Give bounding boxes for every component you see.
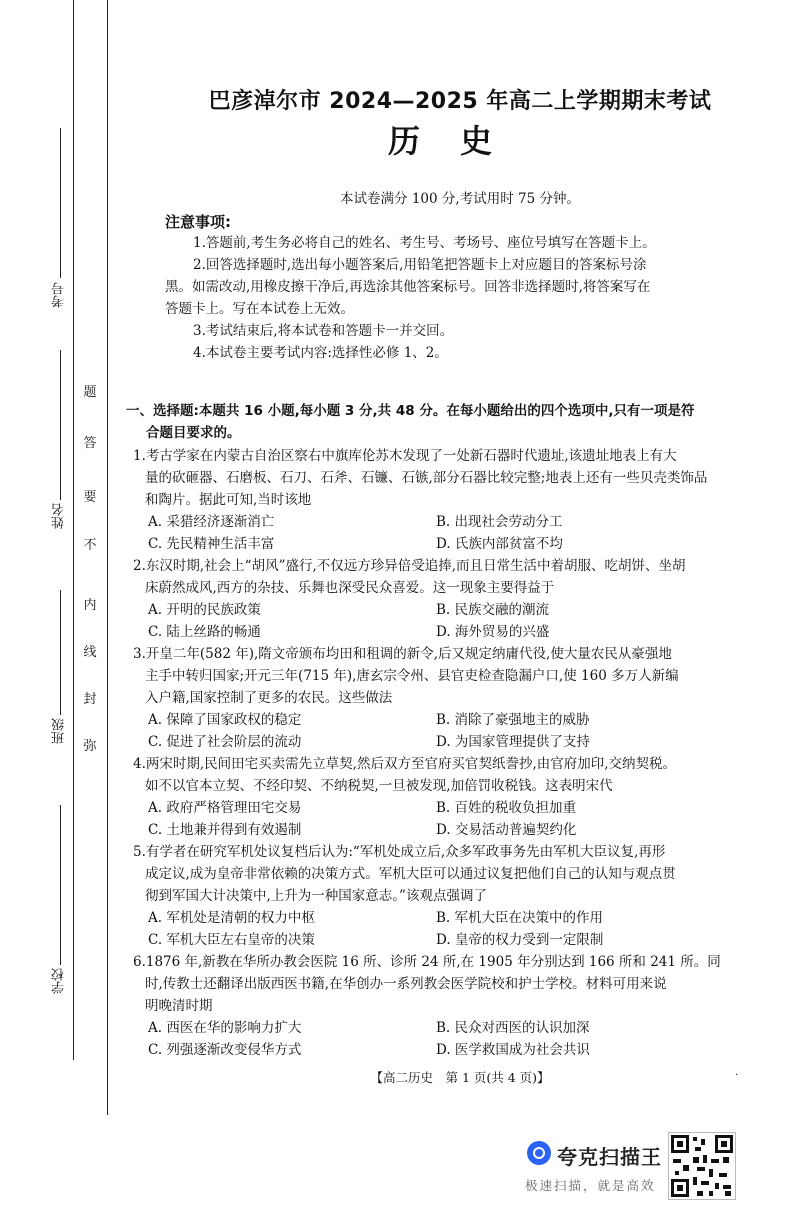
question-line: 4.两宋时期,民间田宅买卖需先立草契,然后双方至官府买官契纸誊抄,由官府加印,交纳契税。 bbox=[133, 756, 677, 772]
question-line: 床蔚然成风,西方的杂技、乐舞也深受民众喜爱。这一现象主要得益于 bbox=[145, 580, 555, 596]
notice-item: 1.答题前,考生务必将自己的姓名、考生号、考场号、座位号填写在答题卡上。 bbox=[193, 235, 656, 251]
question-line: 3.开皇二年(582 年),隋文帝颁布均田和租调的新令,后又规定纳庸代役,使大量农民从豪强地 bbox=[133, 646, 672, 662]
notice-item: 2.回答选择题时,选出每小题答案后,用铅笔把答题卡上对应题目的答案标号涂 bbox=[193, 257, 647, 273]
section-heading-line: 一、选择题:本题共 16 小题,每小题 3 分,共 48 分。在每小题给出的四个选项中,只有一项是符 bbox=[126, 403, 695, 419]
option-d[interactable]: D. 氏族内部贫富不均 bbox=[436, 536, 563, 552]
question-line: 成定议,成为皇帝非常依赖的决策方式。军机大臣可以通过议复把他们自己的认知与观点贯 bbox=[145, 866, 676, 882]
option-b[interactable]: B. 百姓的税收负担加重 bbox=[436, 800, 577, 816]
notice-item: 4.本试卷主要考试内容:选择性必修 1、2。 bbox=[193, 345, 448, 361]
class-blank[interactable] bbox=[60, 590, 61, 715]
question-line: 明晚清时期 bbox=[145, 998, 213, 1014]
qr-code-graphic bbox=[669, 1133, 735, 1199]
warning-char: 封 bbox=[83, 692, 97, 707]
question-3-options bbox=[148, 709, 778, 753]
question-4 bbox=[133, 753, 778, 797]
option-a[interactable]: A. 军机处是清朝的权力中枢 bbox=[148, 910, 315, 926]
question-2-options bbox=[148, 599, 778, 643]
warning-char: 要 bbox=[83, 490, 97, 505]
option-d[interactable]: D. 为国家管理提供了支持 bbox=[436, 734, 590, 750]
question-line: 5.有学者在研究军机处议复档后认为:“军机处成立后,众多军政事务先由军机大臣议复,再形 bbox=[133, 844, 666, 860]
question-line: 时,传教士还翻译出版西医书籍,在华创办一系列教会医学院校和护士学校。材料可用来说 bbox=[145, 976, 667, 992]
notice-item: 3.考试结束后,将本试卷和答题卡一并交回。 bbox=[193, 323, 454, 339]
exam-no-label: 考号 bbox=[52, 282, 67, 308]
question-line: 如不以官本立契、不经印契、不纳税契,一旦被发现,加倍罚收税钱。这表明宋代 bbox=[145, 778, 613, 794]
question-5 bbox=[133, 841, 778, 907]
question-6-options bbox=[148, 1017, 778, 1061]
subject-title: 历史 bbox=[387, 122, 532, 160]
exam-info: 本试卷满分 100 分,考试用时 75 分钟。 bbox=[340, 191, 580, 207]
quark-logo-icon bbox=[527, 1141, 551, 1165]
question-4-options bbox=[148, 797, 778, 841]
question-1 bbox=[133, 445, 778, 511]
warning-char: 内 bbox=[83, 598, 97, 613]
question-2 bbox=[133, 555, 778, 599]
option-b[interactable]: B. 民众对西医的认识加深 bbox=[436, 1020, 590, 1036]
option-c[interactable]: C. 陆上丝路的畅通 bbox=[148, 624, 261, 640]
option-b[interactable]: B. 民族交融的潮流 bbox=[436, 602, 550, 618]
section-heading-line: 合题目要求的。 bbox=[146, 425, 241, 441]
question-line: 1.考古学家在内蒙古自治区察右中旗库伦苏木发现了一处新石器时代遗址,该遗址地表上有大 bbox=[133, 448, 677, 464]
notice-title: 注意事项: bbox=[165, 213, 231, 231]
question-line: 彻到军国大计决策中,上升为一种国家意志。”该观点强调了 bbox=[145, 888, 487, 904]
question-line: 入户籍,国家控制了更多的农民。这些做法 bbox=[145, 690, 393, 706]
option-b[interactable]: B. 消除了豪强地主的威胁 bbox=[436, 712, 590, 728]
option-a[interactable]: A. 开明的民族政策 bbox=[148, 602, 261, 618]
option-d[interactable]: D. 皇帝的权力受到一定限制 bbox=[436, 932, 604, 948]
question-line: 主手中转归国家;开元三年(715 年),唐玄宗令州、县官吏检查隐漏户口,使 160 多万人新编 bbox=[145, 668, 679, 684]
option-d[interactable]: D. 交易活动普遍契约化 bbox=[436, 822, 577, 838]
watermark-slogan: 极速扫描，就是高效 bbox=[525, 1178, 656, 1193]
option-c[interactable]: C. 军机大臣左右皇帝的决策 bbox=[148, 932, 315, 948]
warning-char: 线 bbox=[83, 645, 97, 660]
footer-dot: · bbox=[735, 1070, 739, 1081]
option-a[interactable]: A. 保障了国家政权的稳定 bbox=[148, 712, 302, 728]
option-c[interactable]: C. 促进了社会阶层的流动 bbox=[148, 734, 302, 750]
warning-char: 不 bbox=[83, 538, 97, 553]
option-b[interactable]: B. 出现社会劳动分工 bbox=[436, 514, 563, 530]
option-a[interactable]: A. 政府严格管理田宅交易 bbox=[148, 800, 302, 816]
qr-code-icon bbox=[668, 1132, 736, 1200]
warning-char: 题 bbox=[83, 385, 97, 400]
warning-char: 答 bbox=[83, 436, 97, 451]
question-line: 和陶片。据此可知,当时该地 bbox=[145, 492, 312, 508]
question-line: 量的砍砸器、石磨板、石刀、石斧、石镰、石镞,部分石器比较完整;地表上还有一些贝壳类饰品 bbox=[145, 470, 708, 486]
school-blank[interactable] bbox=[60, 805, 61, 965]
warning-char: 弥 bbox=[83, 739, 97, 754]
binding-line-outer bbox=[73, 0, 74, 1060]
question-1-options bbox=[148, 511, 778, 555]
section-heading bbox=[126, 400, 774, 444]
question-5-options bbox=[148, 907, 778, 951]
page-footer: 【高二历史 第 1 页(共 4 页)】 bbox=[370, 1070, 550, 1085]
option-d[interactable]: D. 海外贸易的兴盛 bbox=[436, 624, 550, 640]
question-line: 6.1876 年,新教在华所办教会医院 16 所、诊所 24 所,在 1905 年分别达到 166 所和 241 所。同 bbox=[133, 954, 721, 970]
question-3 bbox=[133, 643, 778, 709]
class-label: 班级 bbox=[52, 718, 67, 744]
notice-item: 答题卡上。写在本试卷上无效。 bbox=[165, 301, 354, 317]
option-c[interactable]: C. 土地兼并得到有效遏制 bbox=[148, 822, 302, 838]
option-a[interactable]: A. 西医在华的影响力扩大 bbox=[148, 1020, 302, 1036]
notice-list bbox=[165, 232, 725, 364]
exam-title: 巴彦淖尔市 2024—2025 年高二上学期期末考试 bbox=[208, 89, 712, 114]
question-line: 2.东汉时期,社会上“胡风”盛行,不仅远方珍异倍受追捧,而且日常生活中着胡服、吃胡饼、坐胡 bbox=[133, 558, 686, 574]
name-blank[interactable] bbox=[60, 350, 61, 500]
watermark-app-name: 夸克扫描王 bbox=[557, 1145, 662, 1169]
option-c[interactable]: C. 列强逐渐改变侵华方式 bbox=[148, 1042, 302, 1058]
school-label: 学校 bbox=[52, 968, 67, 994]
exam-no-blank[interactable] bbox=[60, 128, 61, 278]
option-c[interactable]: C. 先民精神生活丰富 bbox=[148, 536, 275, 552]
option-a[interactable]: A. 采猎经济逐渐消亡 bbox=[148, 514, 275, 530]
notice-item: 黑。如需改动,用橡皮擦干净后,再选涂其他答案标号。回答非选择题时,将答案写在 bbox=[165, 279, 651, 295]
question-6 bbox=[133, 951, 778, 1017]
option-d[interactable]: D. 医学救国成为社会共识 bbox=[436, 1042, 590, 1058]
name-label: 姓名 bbox=[52, 503, 67, 529]
binding-line-inner bbox=[107, 0, 108, 1115]
option-b[interactable]: B. 军机大臣在决策中的作用 bbox=[436, 910, 604, 926]
